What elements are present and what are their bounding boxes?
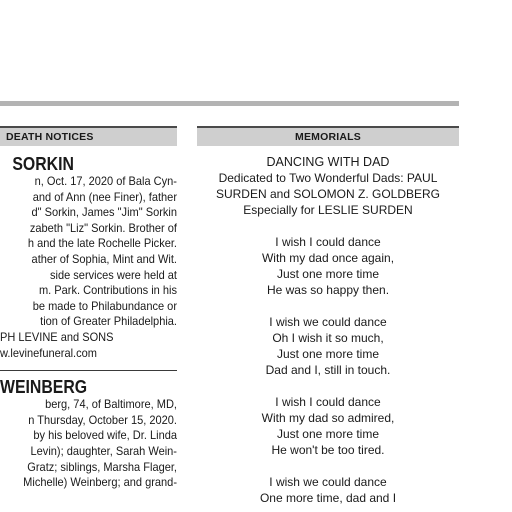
memorials-header: MEMORIALS <box>197 126 459 146</box>
notice-weinberg <box>0 377 177 491</box>
poem-line: I wish I could dance <box>275 395 381 409</box>
notice-name: WEINBERG <box>0 377 88 398</box>
notice-line: by his beloved wife, Dr. Linda <box>33 428 177 443</box>
notice-line: berg, 74, of Baltimore, MD, <box>45 397 177 412</box>
poem-line: Just one more time <box>276 267 380 281</box>
death-notices-column <box>0 126 177 491</box>
poem-line: With my dad once again, <box>261 251 395 265</box>
funeral-website: w.levinefuneral.com <box>0 345 97 360</box>
poem-line: Oh I wish it so much, <box>272 331 384 345</box>
notice-line: h and the late Rochelle Picker. <box>27 236 177 251</box>
notice-line: be made to Philabundance or <box>32 298 177 313</box>
notice-line: d" Sorkin, James "Jim" Sorkin <box>31 205 177 220</box>
notice-body <box>0 174 177 361</box>
poem-line: He was so happy then. <box>266 283 390 297</box>
death-notices-header: DEATH NOTICES <box>0 126 177 146</box>
notice-divider <box>0 370 177 371</box>
poem-line: Just one more time <box>276 427 380 441</box>
poem-line: I wish we could dance <box>269 315 387 329</box>
funeral-home: PH LEVINE and SONS <box>0 329 114 344</box>
notice-line: zabeth "Liz" Sorkin. Brother of <box>29 220 177 235</box>
notice-line: Michelle) Weinberg; and grand- <box>23 475 177 490</box>
poem-line: Just one more time <box>276 347 380 361</box>
notice-line: n, Oct. 17, 2020 of Bala Cyn- <box>34 174 177 188</box>
poem-stanza <box>197 314 459 378</box>
top-rule <box>0 101 459 106</box>
poem-line: One more time, dad and I <box>259 491 397 505</box>
dedication-line: Especially for LESLIE SURDEN <box>243 203 413 217</box>
notice-line: ather of Sophia, Mint and Wit. <box>31 251 177 266</box>
notice-line: Gratz; siblings, Marsha Flager, <box>27 459 177 474</box>
notice-line: Levin); daughter, Sarah Wein- <box>30 443 177 458</box>
poem-line: I wish we could dance <box>269 475 387 489</box>
notice-line: tion of Greater Philadelphia. <box>40 314 177 329</box>
poem-stanza <box>197 234 459 298</box>
notice-line: and of Ann (nee Finer), father <box>32 189 177 204</box>
memorials-column <box>197 126 459 506</box>
poem-line: With my dad so admired, <box>261 411 395 425</box>
notice-body <box>0 397 177 491</box>
poem-line: I wish I could dance <box>275 235 381 249</box>
poem-line: Dad and I, still in touch. <box>265 363 391 377</box>
notice-name: SORKIN <box>12 154 74 174</box>
poem-line: He won't be too tired. <box>271 443 385 457</box>
notice-sorkin <box>0 154 177 361</box>
memorial-dedication <box>197 170 459 218</box>
memorial-title: DANCING WITH DAD <box>266 155 390 169</box>
poem-stanza <box>197 474 459 506</box>
notice-line: m. Park. Contributions in his <box>38 283 177 298</box>
dedication-line: Dedicated to Two Wonderful Dads: PAUL <box>218 171 438 185</box>
notice-line: n Thursday, October 15, 2020. <box>28 412 177 427</box>
poem-stanza <box>197 394 459 458</box>
notice-line: side services were held at <box>49 267 177 282</box>
dedication-line: SURDEN and SOLOMON Z. GOLDBERG <box>215 187 441 201</box>
